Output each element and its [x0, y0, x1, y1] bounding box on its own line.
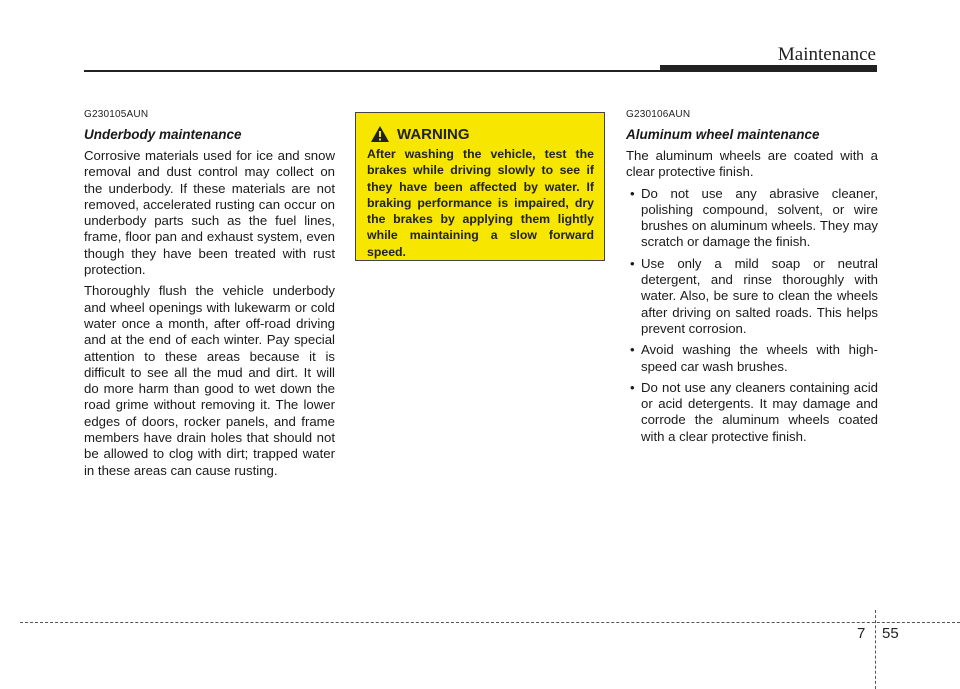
list-item: • Do not use any cleaners containing acid or acid detergents. It may damage and corrode the aluminum wheels coated with a clear protective finish. [626, 380, 878, 445]
warning-triangle-icon [370, 125, 390, 143]
warning-box [355, 112, 605, 261]
aluminum-intro: The aluminum wheels are coated with a clear protective finish. [626, 148, 878, 180]
header-rule-thin [84, 70, 664, 72]
warning-header [367, 125, 594, 143]
warning-text: After washing the vehicle, test the brakes while driving slowly to see if they have been affected by water. If braking performance is impaired, dry the brakes by applying them lightly while maintaining a slow forward speed. [367, 147, 594, 259]
warning-title: WARNING [397, 125, 470, 143]
underbody-paragraph-2: Thoroughly flush the vehicle underbody and wheel openings with lukewarm or cold water once a month, after off-road driving and at the end of each winter. Pay special attention to these areas because it is difficult to see all the mud and dirt. It will do more harm than good to wet down the road grime without removing it. The lower edges of doors, rocker panels, and frame members have drain holes that should not be allowed to clog with dirt; trapped water in these areas can cause rusting. [84, 283, 335, 478]
underbody-paragraph-1: Corrosive materials used for ice and snow removal and dust control may collect on the underbody. If these materials are not removed, accelerated rusting can occur on underbody parts such as the fuel lines, frame, floor pan and exhaust system, even though they have been treated with rust protection. [84, 148, 335, 278]
header-rule-thick [660, 65, 877, 72]
list-item: • Use only a mild soap or neutral detergent, and rinse thoroughly with water. Also, be sure to clean the wheels after driving on salted roads. This helps prevent corrosion. [626, 256, 878, 337]
underbody-column [84, 109, 335, 484]
chapter-number: 7 [857, 625, 866, 642]
underbody-heading: Underbody maintenance [84, 127, 242, 142]
section-code: G230105AUN [84, 109, 149, 120]
list-item: • Avoid washing the wheels with high-speed car wash brushes. [626, 342, 878, 375]
page-number: 55 [882, 625, 899, 642]
aluminum-bullet-list [626, 186, 878, 445]
footer-divider [875, 610, 876, 689]
list-item: • Do not use any abrasive cleaner, polishing compound, solvent, or wire brushes on aluminum wheels. They may scratch or damage the finish. [626, 186, 878, 251]
aluminum-column [626, 109, 878, 450]
section-code: G230106AUN [626, 109, 691, 120]
section-title: Maintenance [777, 44, 876, 65]
footer-rule [20, 622, 960, 623]
aluminum-heading: Aluminum wheel maintenance [626, 127, 820, 142]
